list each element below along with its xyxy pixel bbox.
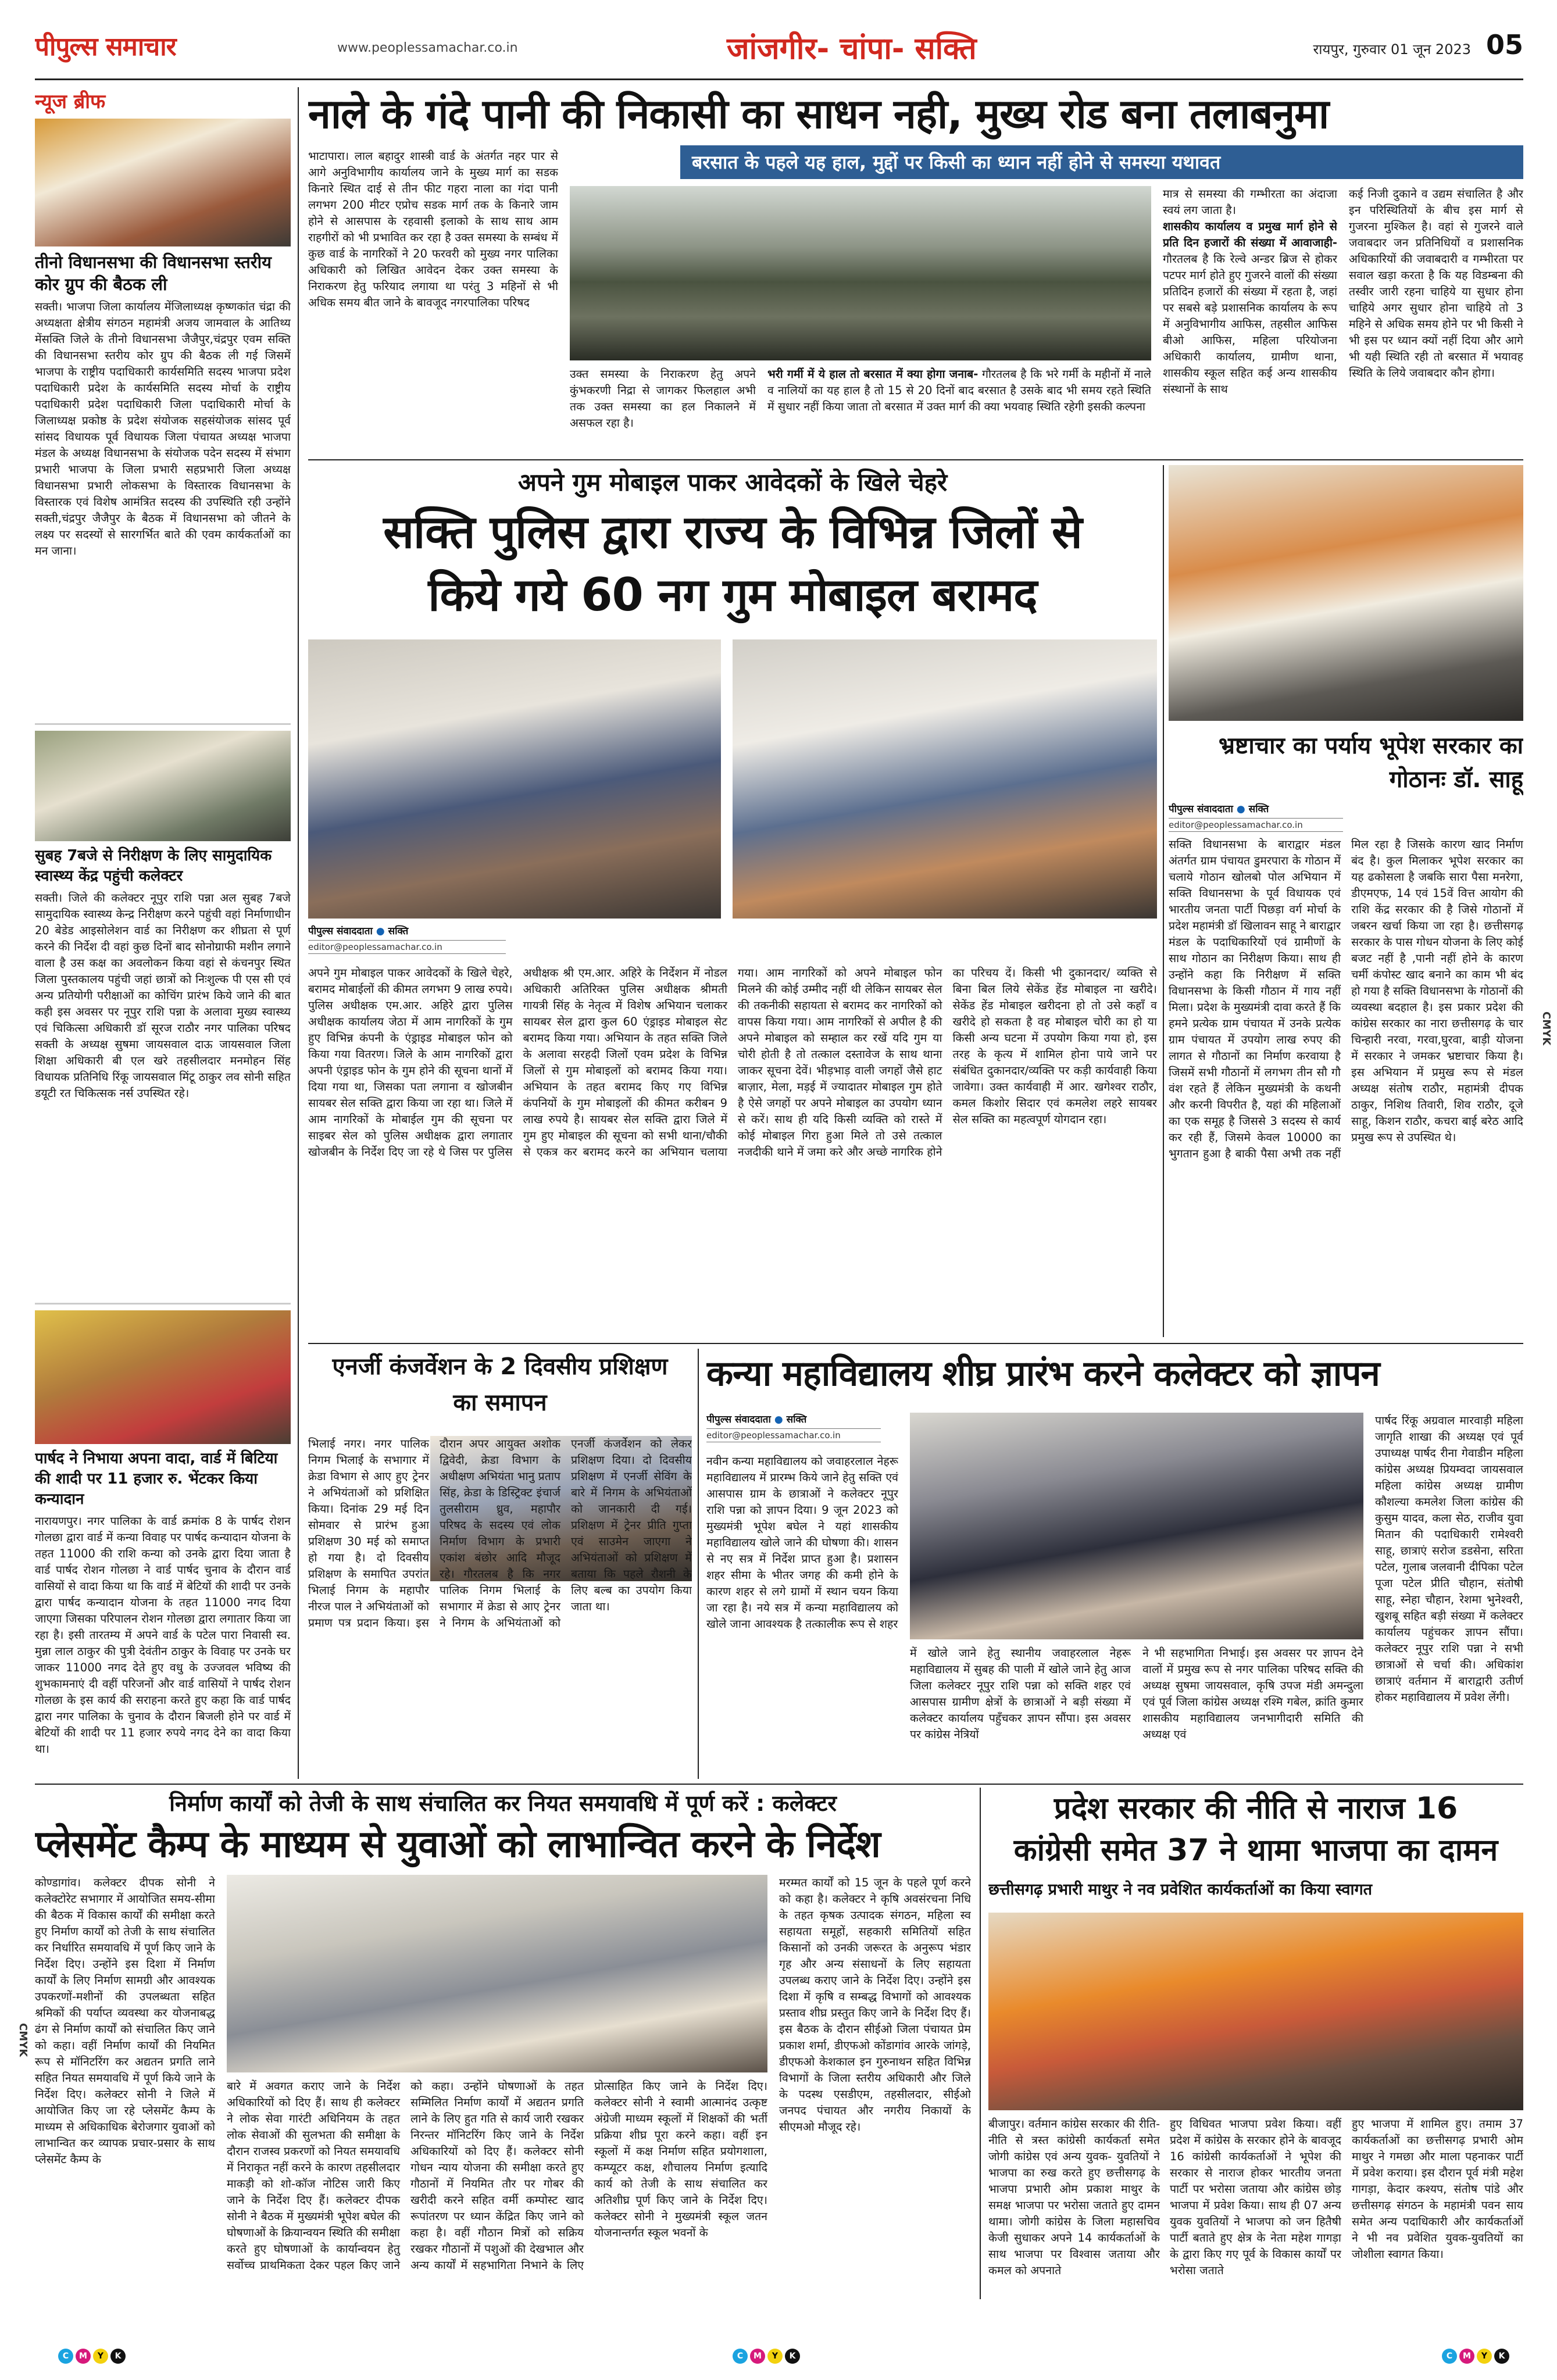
mobile-story-kicker: अपने गुम मोबाइल पाकर आवेदकों के खिले चेहरे	[517, 468, 948, 496]
footer-cmyk-right: C M Y K	[1442, 2349, 1523, 2372]
top-story-col-right-a: मात्र से समस्या की गम्भीरता का अंदाजा स्वयं लग जाता है। शासकीय कार्यालय व प्रमुख मार्ग होने से प्रति दिन हजारों की संख्या में आवाजाही- गौरतलब है कि रेल्वे अन्डर ब्रिज से होकर पटपर मार्ग होते हुए गुजरने वालों की संख्या प्रतिदिन हजारों की संख्या में रहता है, जहां पर सबसे बड़े प्रशासनिक कार्यालय के रूप में अनुविभागीय आफिस, तहसील आफिस बीओ आफिस, महिला परियोजना अधिकारी कार्यालय, ग्रामीण थाना, शासकीय स्कूल सहित कई अन्य शासकीय संस्थानों के साथ	[1163, 187, 1337, 396]
website-url: www.peoplessamachar.co.in	[337, 41, 518, 55]
energy-story	[308, 1349, 692, 1779]
brief-photo-1	[35, 119, 291, 246]
placement-kicker: निर्माण कार्यों को तेजी के साथ संचालित कर नियत समयावधि में पूर्ण करें : कलेक्टर	[169, 1791, 837, 1816]
mobile-story-body: अपने गुम मोबाइल पाकर आवेदकों के खिले चेहरे, बरामद मोबाईलों की कीमत लगभग 9 लाख रुपये। पुलिस अधीक्षक एम.आर. अहिरे द्वारा पुलिस अधीक्षक कार्यालय जेठा में आम नागरिकों के गुम हुए विभिन्न कंपनी के एंड्राइड मोबाइल फोन को किया गया वितरण। जिले के आम नागरिकों द्वारा अपनी एंड्राइड फोन के गुम होने की सूचना थानों में दिया गया था, जिसका पता लगाना व खोजबीन सायबर सेल सक्ति द्वारा किया जा रहा था। जिले में आम नागरिकों के मोबाईल गुम की सूचना पर साइबर सेल को पुलिस अधीक्षक द्वारा लगातार खोजबीन के निर्देश दिए जा रहे थे जिस पर पुलिस अधीक्षक श्री एम.आर. अहिरे के निर्देशन में नोडल अधिकारी अतिरिक्त पुलिस अधीक्षक श्रीमती गायत्री सिंह के नेतृत्व में विशेष अभियान चलाकर सायबर सेल द्वारा कुल 60 एंड्राइड मोबाइल सेट बरामद किया गया। अभियान के तहत सक्ति जिले के अलावा सरहदी जिलों एवम प्रदेश के विभिन्न जिलों से गुम मोबाइलों को बरामद किया गया। अभियान के तहत बरामद किए गए विभिन्न कंपनियों के गुम मोबाइलों की कीमत करीबन 9 लाख रुपये है। सायबर सेल सक्ति द्वारा जिले में गुम हुए मोबाइल की सूचना को सभी थाना/चौकी से एकत्र कर बरामद करने का अभियान चलाया गया। आम नागरिकों को अपने मोबाइल फोन मिलने की कोई उम्मीद नहीं थी लेकिन सायबर सेल की तकनीकी सहायता से बरामद कर नागरिकों को वापस किया गया। आम नागरिकों से अपील है की अपने मोबाइल को सम्हाल कर रखें यदि गुम या चोरी होती है तो तत्काल दस्तावेज के साथ थाना जाकर सूचना देवें। भीड़भाड़ वाली जगहों जैसे हाट बाज़ार, मेला, मड़ई में ज्यादातर मोबाइल गुम होते है ऐसे जगहों पर अपने मोबाइल का उपयोग ध्यान से करें। साथ ही यदि किसी व्यक्ति को रास्ते में कोई मोबाइल गिरा हुआ मिले तो उसे तत्काल नजदीकी थाने में जमा करे और अच्छे नागरिक होने का परिचय दें। किसी भी दुकानदार/ व्यक्ति से बिना बिल लिये सेकेंड हेंड मोबाइल ना खरीदे। सेकेंड हेंड मोबाइल खरीदना हो तो उसे कहाँ व खरीदे हो सकता है वह मोबाइल चोरी का हो या किसी अन्य घटना में उपयोग किया गया हो, इस तरह के कृत्य में शामिल होना पाये जाने पर संबंधित दुकानदार/व्यक्ति पर कड़ी कार्यवाही किया जावेगा। उक्त कार्यवाही में आर. खगेश्वर राठौर, कमल किशोर सिदार एवं कमलेश लहरे सायबर सेल सक्ति का महत्वपूर्ण योगदान रहा।	[308, 966, 1157, 1159]
placement-col-left: कोण्डागांव। कलेक्टर दीपक सोनी ने कलेक्टोरेट सभागार में आयोजित समय-सीमा की बैठक में विकास कार्यों की समीक्षा करते हुए निर्माण कार्यों को तेजी के साथ संचालित कर निर्धारित समयावधि में पूर्ण किए जाने के निर्देश दिए। उन्होंने इस दिशा में निर्माण कार्यों के लिए निर्माण सामग्री और आवश्यक उपकरणों-मशीनों की उपलब्धता सहित श्रमिकों की पर्याप्त व्यवस्था कर योजनाबद्ध ढंग से निर्माण कार्यों को संचालित किए जाने को कहा। वहीं निर्माण कार्यों की नियमित रूप से मॉनिटरिंग कर अद्यतन प्रगति लाने सहित नियत समयावधि में पूर्ण किये जाने के निर्देश दिए। कलेक्टर सोनी ने जिले में आयोजित किए जा रहे प्लेसमेंट कैम्प के माध्यम से अधिकाधिक बेरोजगार युवाओं को लाभान्वित कर व्यापक प्रचार-प्रसार के साथ प्लेसमेंट कैम्प के	[35, 1876, 215, 2166]
godhan-story: भ्रष्टाचार का पर्याय भूपेश सरकार का गोठानः डॉ. साहू पीपुल्स संवाददाता ● सक्ति editor@peoplessamachar.co.in सक्ति विधानसभा के बाराद्वार मंडल अंतर्गत ग्राम पंचायत डुमरपारा के गोठान में चलाये गोठान खोलबो पोल अभियान में सक्ति विधानसभा के पूर्व विधायक एवं भारतीय जनता पार्टी पिछड़ा वर्ग मोर्चा के प्रदेश महामंत्री डॉ खिलावन साहू ने बाराद्वार मंडल के पदाधिकारियों एवं ग्रामीणों के साथ गोठान का निरीक्षण किया। साथ ही उन्होंने कहा कि निरीक्षण में सक्ति विधानसभा के किसी गौठान में गाय नहीं मिला। प्रदेश के मुख्यमंत्री दावा करते हैं कि हमने प्रत्येक ग्राम पंचायत में उनके प्रत्येक ग्राम पंचायत में उपयोग लाख रुपए की लागत से गौठानों का निर्माण करवाया है जिसमें सभी गौठानों में लगभग तीन सौ गौ वंश रहते हैं लेकिन मुख्यमंत्री के कथनी और करनी विपरीत है, यहां की महिलाओं का एक समूह है जिससे 3 सदस्य से कार्य कर रही हैं, जिसमे केवल 10000 का भुगतान हुआ है बाकी पैसा अभी तक नहीं मिल रहा है जिसके कारण खाद निर्माण बंद है। कुल मिलाकर भूपेश सरकार का यह ढकोसला है जबकि सारा पैसा मनरेगा, डीएमएफ, 14 एवं 15वें वित्त आयोग की राशि केंद्र सरकार की है जिसे गोठानों में जबरन खर्चा किया जा रहा है। छत्तीसगढ़ सरकार के पास गोधन योजना के लिए कोई बजट नहीं है ,पानी नहीं होने के कारण चर्मी कंपोस्ट खाद बनाने का काम भी बंद हो गया है सक्ति विधानसभा के गोठानों की व्यवस्था बदहाल है। इस प्रकार प्रदेश की कांग्रेस सरकार का नारा छत्तीसगढ़ के चार चिन्हारी नरवा, गरवा,घुरवा, बाड़ी योजना में सरकार ने जमकर भ्रष्टाचार किया है। इस अभियान में प्रमुख रूप से मंडल अध्यक्ष संतोष राठौर, महामंत्री दीपक ठाकुर, निशिथ तिवारी, शिव राठौर, दूजे साहू, किशन राठौर, कचरा बाई बरेठ आदि प्रमुख रूप से उपस्थित थे।	[1169, 465, 1523, 1343]
godhan-body: सक्ति विधानसभा के बाराद्वार मंडल अंतर्गत ग्राम पंचायत डुमरपारा के गोठान में चलाये गोठान खोलबो पोल अभियान में सक्ति विधानसभा के पूर्व विधायक एवं भारतीय जनता पार्टी पिछड़ा वर्ग मोर्चा के प्रदेश महामंत्री डॉ खिलावन साहू ने बाराद्वार मंडल के पदाधिकारियों एवं ग्रामीणों के साथ गोठान का निरीक्षण किया। साथ ही उन्होंने कहा कि निरीक्षण में सक्ति विधानसभा के किसी गौठान में गाय नहीं मिला। प्रदेश के मुख्यमंत्री दावा करते हैं कि हमने प्रत्येक ग्राम पंचायत में उनके प्रत्येक ग्राम पंचायत में उपयोग लाख रुपए की लागत से गौठानों का निर्माण करवाया है जिसमें सभी गौठानों में लगभग तीन सौ गौ वंश रहते हैं लेकिन मुख्यमंत्री के कथनी और करनी विपरीत है, यहां की महिलाओं का एक समूह है जिससे 3 सदस्य से कार्य कर रही हैं, जिसमे केवल 10000 का भुगतान हुआ है बाकी पैसा अभी तक नहीं मिल रहा है जिसके कारण खाद निर्माण बंद है। कुल मिलाकर भूपेश सरकार का यह ढकोसला है जबकि सारा पैसा मनरेगा, डीएमएफ, 14 एवं 15वें वित्त आयोग की राशि केंद्र सरकार की है जिसे गोठानों में जबरन खर्चा किया जा रहा है। छत्तीसगढ़ सरकार के पास गोधन योजना के लिए कोई बजट नहीं है ,पानी नहीं होने के कारण चर्मी कंपोस्ट खाद बनाने का काम भी बंद हो गया है सक्ति विधानसभा के गोठानों की व्यवस्था बदहाल है। इस प्रकार प्रदेश की कांग्रेस सरकार का नारा छत्तीसगढ़ के चार चिन्हारी नरवा, गरवा,घुरवा, बाड़ी योजना में सरकार ने जमकर भ्रष्टाचार किया है। इस अभियान में प्रमुख रूप से मंडल अध्यक्ष संतोष राठौर, महामंत्री दीपक ठाकुर, निशिथ तिवारी, शिव राठौर, दूजे साहू, किशन राठौर, कचरा बाई बरेठ आदि प्रमुख रूप से उपस्थित थे।	[1169, 838, 1523, 1160]
mobile-story-headline-1: सक्ति पुलिस द्वारा राज्य के विभिन्न जिलों से	[383, 506, 1082, 559]
brief-photo-3	[35, 1310, 291, 1444]
college-story: कन्या महाविद्यालय शीघ्र प्रारंभ करने कलेक्टर को ज्ञापन पीपुल्स संवाददाता ● सक्ति editor@peoplessamachar.co.in नवीन कन्या महाविद्यालय को जवाहरलाल नेहरू महाविद्यालय में प्रारम्भ किये जाने हेतु सक्ति एवं आसपास ग्राम के छात्राओं ने कलेक्टर नूपुर राशि पन्ना को ज्ञापन दिया। 9 जून 2023 को मुख्यमंत्री भूपेश बघेल ने यहां शासकीय महाविद्यालय खोले जाने की घोषणा की। शासन से नए सत्र में निर्देश प्राप्त हुआ है। प्रशासन शहर सीमा के भीतर जगह की कमी होने के कारण शहर से लगे ग्रामों में स्थान चयन किया जा रहा है। नये सत्र में कन्या महाविद्यालय को खोले जाना आवश्यक है तत्कालीक रूप से शहर में खोले जाने हेतु स्थानीय जवाहरलाल नेहरू महाविद्यालय में सुबह की पाली में खोले जाने हेतु आज जिला कलेक्टर नूपुर राशि पन्ना को सक्ति शहर एवं आसपास ग्रामीण क्षेत्रों के छात्राओं ने बड़ी संख्या में कलेक्टर कार्यालय पहुँचकर ज्ञापन सौंपा। इस अवसर पर कांग्रेस नेत्रियों ने भी सहभागिता निभाई। इस अवसर पर ज्ञापन देने वालों में प्रमुख रूप से नगर पालिका परिषद सक्ति की अध्यक्ष सुषमा जायसवाल, कृषि उपज मंडी अमन्दुला एवं पूर्व जिला कांग्रेस अध्यक्ष रश्मि गबेल, क्रांति कुमार शासकीय महाविद्यालय जनभागीदारी समिति की अध्यक्ष एवं पार्षद रिंकू अग्रवाल मारवाड़ी महिला जागृति शाखा की अध्यक्ष एवं पूर्व उपाध्यक्ष पार्षद रीना गेवाडीन महिला कांग्रेस अध्यक्ष प्रियम्वदा जायसवाल महिला कांग्रेस अध्यक्ष ग्रामीण कौशल्या कमलेश जिला कांग्रेस की कुसुम यादव, कला सेठ, राजीव युवा मितान की पदाधिकारी रामेश्वरी साहू, छात्राएं सरोज डडसेना, सरिता पटेल, गुलाब जलवानी दीपिका पटेल पूजा पटेल प्रीति चौहान, संतोषी साहू, स्नेहा चौहान, रेशमा भुनेश्वरी, खुशबू सहित बड़ी संख्या में कलेक्टर कार्यालय पहुंचकर ज्ञापन सौंपा। कलेक्टर नूपुर राशि पन्ना ने सभी छात्राओं से चर्चा की। अधिकांश छात्राएं वर्तमान में बाराद्वारी उतीर्ण होकर महाविद्यालय में प्रवेश लेंगी।	[706, 1349, 1523, 1779]
mobile-photo-2	[733, 639, 1157, 919]
top-story-below-photo-2: भरी गर्मी में ये हाल तो बरसात में क्या होगा जनाब- गौरतलब है कि भरे गर्मी के महीनों में नाले व नालियों का यह हाल है तो 15 से 20 दिनों बाद बरसात है उसके बाद भी समय रहते स्थिति में सुधार नहीं किया जाता तो बरसात में उक्त मार्ग की क्या भयवाह स्थिति रहेगी इसकी कल्पना	[767, 367, 1151, 413]
left-column-divider	[298, 87, 299, 1779]
placement-photo	[227, 1875, 767, 2072]
bjp-col2: हुए विधिवत भाजपा प्रवेश किया। वहीं प्रदेश में कांग्रेस के सरकार होने के बावजूद 16 कांग्रेसी कार्यकर्ताओं ने भूपेश की सरकार से नाराज होकर भारतीय जनता पार्टी पर भरोसा जताया और कांग्रेस छोड़ भाजपा में प्रवेश किया। साथ ही 07 अन्य युवक युवतियों ने भाजपा को जन हितैषी पार्टी बताते हुए क्षेत्र के नेता महेश गागड़ा के द्वारा किए गए पूर्व के विकास कार्यों पर भरोसा जताते	[1170, 2117, 1341, 2277]
top-story-deck: बरसात के पहले यह हाल, मुद्दों पर किसी का ध्यान नहीं होने से समस्या यथावत	[680, 145, 1523, 179]
masthead-rule	[35, 78, 1523, 80]
cmyk-side-right: CMYK	[1540, 1012, 1552, 1046]
mobile-photo-1	[308, 639, 721, 919]
paper-logo: पीपुल्स समाचार	[35, 32, 176, 62]
brief-headline-1: तीनो विधानसभा की विधानसभा स्तरीय कोर ग्रुप की बैठक ली	[35, 252, 272, 294]
dateline: रायपुर, गुरुवार 01 जून 2023	[1313, 41, 1471, 58]
brief-headline-3: पार्षद ने निभाया अपना वादा, वार्ड में बिटिया की शादी पर 11 हजार रु. भेंटकर किया कन्यादान	[35, 1450, 278, 1508]
section-title: जांजगीर- चांपा- सक्ति	[727, 31, 977, 66]
college-col3: ने भी सहभागिता निभाई। इस अवसर पर ज्ञापन देने वालों में प्रमुख रूप से नगर पालिका परिषद सक्ति की अध्यक्ष सुषमा जायसवाल, कृषि उपज मंडी अमन्दुला एवं पूर्व जिला कांग्रेस अध्यक्ष रश्मि गबेल, क्रांति कुमार शासकीय महाविद्यालय जनभागीदारी समिति की अध्यक्ष एवं	[1142, 1646, 1363, 1741]
godhan-divider	[1163, 465, 1164, 1337]
brief-headline-2: सुबह 7बजे से निरीक्षण के लिए सामुदायिक स्वास्थ्य केंद्र पहुंची कलेक्टर	[35, 847, 272, 885]
godhan-headline: भ्रष्टाचार का पर्याय भूपेश सरकार का गोठानः डॉ. साहू	[1218, 732, 1523, 793]
top-story-col-right-b: कई निजी दुकाने व उद्यम संचालित है और इन परिस्थितियों के बीच इस मार्ग से गुजरना मुश्किल है। वहां से गुजरने वाले जवाबदार जन प्रतिनिधियों व प्रशासनिक अधिकारियों की जवाबदारी व गम्भीरता पर सवाल खड़ा करता है कि यह विडम्बना की तस्वीर जारी रहना चाहिये या सुधार होना चाहिये अगर सुधार होना चाहिये तो 3 महिने से अधिक समय होने पर भी किसी ने भी इस पर ध्यान क्यों नहीं दिया और आगे भी यही स्थिति रही तो बरसात में भयावह स्थिति के लिये जवाबदार कौन होगा।	[1349, 187, 1523, 380]
placement-headline: प्लेसमेंट कैम्प के माध्यम से युवाओं को लाभान्वित करने के निर्देश	[35, 1823, 880, 1866]
news-brief-label: न्यूज ब्रीफ	[35, 90, 106, 113]
top-story-col1: भाटापारा। लाल बहादुर शास्त्री वार्ड के अंतर्गत नहर पार से आगे अनुविभागीय कार्यालय जाने के मुख्य मार्ग का सडक किनारे स्थित दाई से तीन फीट गहरा नाला का गंदा पानी लगभग 200 मीटर एप्रोच सडक मार्ग तक के किनारे जाम होने से आसपास के रहवासी इलाको के साथ साथ आम राहगीरों को भी प्रभावित कर रहा है उक्त समस्या के सम्बंध में कुछ वार्ड के नागरिकों ने 20 फरवरी को मुख्य नगर पालिका अधिकारी को लिखित आवेदन देकर उक्त समस्या के निराकरण हेतु फरियाद लगाया था परंतु 3 महिनों से भी अधिक समय बीत जाने के बावजूद नगरपालिका परिषद	[308, 149, 558, 309]
bjp-photo	[988, 1913, 1523, 2110]
mobile-story	[308, 465, 1157, 1343]
placement-story	[35, 1788, 971, 2299]
energy-headline: एनर्जी कंजर्वेशन के 2 दिवसीय प्रशिक्षण का समापन	[332, 1353, 668, 1416]
footer-cmyk-center: C M Y K	[733, 2349, 814, 2372]
lower-rule	[35, 1784, 1523, 1785]
placement-col-mid: बारे में अवगत कराए जाने के निर्देश अधिकारियों को दिए हैं। साथ ही कलेक्टर ने लोक सेवा गारंटी अधिनियम के तहत लोक सेवाओं की सुलभता की समीक्षा के दौरान राजस्व प्रकरणों को नियत समयावधि में निराकृत नहीं करने के कारण तहसीलदार माकड़ी को शो-कॉज नोटिस जारी किए जाने के निर्देश दिए हैं। कलेक्टर दीपक सोनी ने बैठक में मुख्यमंत्री भूपेश बघेल की घोषणाओं के क्रियान्वयन स्थिति की समीक्षा करते हुए घोषणाओं के कार्यान्वयन हेतु सर्वोच्च प्राथमिकता देकर पहल किए जाने को कहा। उन्होंने घोषणाओं के तहत सम्मिलित निर्माण कार्यों में अद्यतन प्रगति लाने के लिए हुत गति से कार्य जारी रखकर निरन्तर मॉनिटरिंग किए जाने के निर्देश अधिकारियों को दिए हैं। कलेक्टर सोनी गोधन न्याय योजना की समीक्षा करते हुए गौठानों में नियमित तौर पर गोबर की खरीदी करने सहित वर्मी कम्पोस्ट खाद रूपांतरण पर ध्यान केंद्रित किए जाने को कहा है। वहीं गौठान मित्रों को सक्रिय रखकर गौठानों में पशुओं की देखभाल और अन्य कार्यों में सहभागिता निभाने के लिए प्रोत्साहित किए जाने के निर्देश दिए। कलेक्टर सोनी ने स्वामी आत्मानंद उत्कृष्ट अंग्रेजी माध्यम स्कूलों में शिक्षकों की भर्ती प्रक्रिया शीघ्र पूरा करने कहा। वहीं इन स्कूलों में कक्ष निर्माण सहित प्रयोगशाला, कम्प्यूटर कक्ष, शौचालय निर्माण इत्यादि कार्य को तेजी के साथ संचालित कर अतिशीघ्र पूर्ण किए जाने के निर्देश दिए। कलेक्टर सोनी ने मुख्यमंत्री स्कूल जतन योजनान्तर्गत स्कूल भवनों के	[227, 2079, 767, 2272]
bjp-headline-1: प्रदेश सरकार की नीति से नाराज 16	[1054, 1791, 1458, 1826]
brief-body-1: सक्ती। भाजपा जिला कार्यालय मेंजिलाध्यक्ष कृष्णकांत चंद्रा की अध्यक्षता क्षेत्रीय संगठन महामंत्री अजय जामवाल के आतिथ्य मेंसक्ति जिले के तीनो विधानसभा जैजैपुर,चंद्रपुर एवम सक्ति की विधानसभा स्तरीय कोर ग्रुप की बैठक ली गई जिसमें भाजपा के राष्ट्रीय पदाधिकारी कार्यसमिति सदस्य भाजपा प्रदेश पदाधिकारी प्रदेश के कार्यसमिति सदस्य मोर्चा के राष्ट्रीय पदाधिकारी प्रदेश पदाधिकारी जिला पदाधिकारी मोर्चा के जिलाध्यक्ष प्रकोष्ठ के प्रदेश संयोजक सहसंयोजक सांसद पूर्व सांसद विधायक पूर्व विधायक जिला पंचायत अध्यक्ष भाजपा मंडल के अध्यक्ष विधानसभा के संयोजक पदेन सदस्य में संभाग प्रभारी भाजपा के जिला प्रभारी सहप्रभारी जिला अध्यक्ष विधानसभा प्रभारी लोकसभा के विस्तारक विधानसभा के विस्तारक एवं विशेष आमंत्रित सदस्य की उपस्थिति रही उन्होंने सक्ती,चंद्रपुर जैजैपुर के बैठक में विधानसभा को जीतने के लक्ष्य पर सदस्यों से सारगर्भित बाते की एवम कार्यकर्ताओं का मन जाना।	[35, 300, 291, 558]
brief-photo-2	[35, 731, 291, 841]
top-story-below-photo: उक्त समस्या के निराकरण हेतु अपने कुंभकरणी निद्रा से जागकर फिलहाल अभी तक उक्त समस्या का हल निकालने में असफल रहा है।	[570, 367, 756, 430]
mobile-byline-box: पीपुल्स संवाददाता ● सक्ति editor@peoplessamachar.co.in	[308, 924, 506, 959]
college-photo	[910, 1413, 1363, 1639]
college-headline: कन्या महाविद्यालय शीघ्र प्रारंभ करने कलेक्टर को ज्ञापन	[706, 1353, 1380, 1394]
college-col4: पार्षद रिंकू अग्रवाल मारवाड़ी महिला जागृति शाखा की अध्यक्ष एवं पूर्व उपाध्यक्ष पार्षद रीना गेवाडीन महिला कांग्रेस अध्यक्ष प्रियम्वदा जायसवाल महिला कांग्रेस अध्यक्ष ग्रामीण कौशल्या कमलेश जिला कांग्रेस की कुसुम यादव, कला सेठ, राजीव युवा मितान की पदाधिकारी रामेश्वरी साहू, छात्राएं सरोज डडसेना, सरिता पटेल, गुलाब जलवानी दीपिका पटेल पूजा पटेल प्रीति चौहान, संतोषी साहू, स्नेहा चौहान, रेशमा भुनेश्वरी, खुशबू सहित बड़ी संख्या में कलेक्टर कार्यालय पहुंचकर ज्ञापन सौंपा। कलेक्टर नूपुर राशि पन्ना ने सभी छात्राओं से चर्चा की। अधिकांश छात्राएं वर्तमान में बाराद्वारी उतीर्ण होकर महाविद्यालय में प्रवेश लेंगी।	[1375, 1414, 1523, 1704]
college-col2: में खोले जाने हेतु स्थानीय जवाहरलाल नेहरू महाविद्यालय में सुबह की पाली में खोले जाने हेतु आज जिला कलेक्टर नूपुर राशि पन्ना को सक्ति शहर एवं आसपास ग्रामीण क्षेत्रों के छात्राओं ने बड़ी संख्या में कलेक्टर कार्यालय पहुँचकर ज्ञापन सौंपा। इस अवसर पर कांग्रेस नेत्रियों	[910, 1646, 1131, 1741]
bjp-story	[988, 1788, 1523, 2299]
bjp-col3: हुए भाजपा में शामिल हुए। तमाम 37 कार्यकर्ताओं का छत्तीसगढ़ प्रभारी ओम माथुर ने गमछा और माला पहनाकर पार्टी में प्रवेश कराया। इस दौरान पूर्व मंत्री महेश गागड़ा, केदार कश्यप, संतोष पांडे और छत्तीसगढ़ संगठन के महामंत्री पवन साय समेत अन्य पदाधिकारी और कार्यकर्ताओं ने भी नव प्रवेशित युवक-युवतियों का जोशीला स्वागत किया।	[1352, 2117, 1523, 2261]
top-story-photo	[570, 186, 1151, 360]
mobile-story-headline-2: किये गये 60 नग गुम मोबाइल बरामद	[428, 569, 1037, 621]
masthead	[35, 23, 1523, 77]
mid-rule	[308, 1343, 1523, 1344]
footer-cmyk-left: C M Y K	[58, 2349, 140, 2372]
college-col1: नवीन कन्या महाविद्यालय को जवाहरलाल नेहरू महाविद्यालय में प्रारम्भ किये जाने हेतु सक्ति एवं आसपास ग्राम के छात्राओं ने कलेक्टर नूपुर राशि पन्ना को ज्ञापन दिया। 9 जून 2023 को मुख्यमंत्री भूपेश बघेल ने यहां शासकीय महाविद्यालय खोले जाने की घोषणा की। शासन से नए सत्र में निर्देश प्राप्त हुआ है। प्रशासन शहर सीमा के भीतर जगह की कमी होने के कारण शहर से लगे ग्रामों में स्थान चयन किया जा रहा है। नये सत्र में कन्या महाविद्यालय को खोले जाना आवश्यक है तत्कालीक रूप से शहर	[706, 1455, 898, 1631]
cmyk-side-left: CMYK	[17, 2023, 29, 2057]
godhan-photo	[1169, 465, 1523, 721]
bjp-col1: बीजापुर। वर्तमान कांग्रेस सरकार की रीति- नीति से त्रस्त कांग्रेसी कार्यकर्ता समेत जोगी कांग्रेस एवं अन्य युवक- युवतियों ने भाजपा का रुख करते हुए छत्तीसगढ़ के भाजपा प्रभारी ओम प्रकाश माथुर के समक्ष भाजपा पर भरोसा जताते हुए दामन थामा। जोगी कांग्रेस के जिला महासचिव केजी सुधाकर अपने 14 कार्यकर्ताओं के साथ भाजपा पर विश्वास जताया और कमल को अपनाते	[988, 2117, 1160, 2277]
top-story	[308, 87, 1523, 453]
energy-body: भिलाई नगर। नगर पालिक निगम भिलाई के सभागार में क्रेडा विभाग से आए हुए ट्रेनर ने अभियंताओं को प्रशिक्षित किया। दिनांक 29 मई दिन सोमवार से प्रारंभ हुआ प्रशिक्षण 30 मई को समाप्त हो गया है। दो दिवसीय प्रशिक्षण के समापित उपरांत भिलाई निगम के महापौर नीरज पाल ने अभियंताओं को प्रमाण पत्र प्रदान किया। इस दौरान अपर आयुक्त अशोक द्विवेदी, क्रेडा विभाग के अधीक्षण अभियंता भानु प्रताप सिंह, क्रेडा के डिस्ट्रिक्ट इंचार्ज तुलसीराम ध्रुव, महापौर परिषद के सदस्य एवं लोक निर्माण विभाग के प्रभारी एकांश बंछोर आदि मौजूद रहे। गौरतलब है कि नगर पालिक निगम भिलाई के सभागार में क्रेडा से आए ट्रेनर ने निगम के अभियंताओं को एनर्जी कंजर्वेशन को लेकर प्रशिक्षण दिया। दो दिवसीय प्रशिक्षण में एनर्जी सेविंग के बारे में निगम के अभियंताओं को जानकारी दी गई। प्रशिक्षण में ट्रेनर प्रीति गुप्ता एवं साउमेन जाएगा ने अभियंताओं को प्रशिक्षण में बताया कि पहले रौशनी के लिए बल्ब का उपयोग किया जाता था।	[308, 1437, 692, 1629]
placement-divider	[980, 1788, 981, 2299]
top-story-headline: नाले के गंदे पानी की निकासी का साधन नही, मुख्य रोड बना तलाबनुमा	[308, 90, 1329, 138]
page-number: 05	[1485, 29, 1523, 60]
brief-body-3: नारायणपुर। नगर पालिका के वार्ड क्रमांक 8 के पार्षद रोशन गोलछा द्वारा वार्ड में कन्या विवाह पर पार्षद कन्यादान योजना के तहत 11000 की राशि कन्या को उनके द्वारा दिया जाता है वार्ड पार्षद रोशन गोलछा ने वार्ड पार्षद चुनाव के दौरान वार्ड वासियों से वादा किया था कि वार्ड में बेटियों की शादी पर उनके द्वारा पार्षद कन्यादान योजना के तहत 11000 नगद दिया जाएगा जिसका परिपालन रोशन गोलछा द्वारा लगातार किया जा रहा है। इसी तारतम्य में अपने वार्ड के पटेल पारा निवासी स्व. मुन्ना लाल ठाकुर की पुत्री देवंतीन ठाकुर के विवाह पर उनके घर जाकर 11000 नगद देते हुए वधु के उज्जवल भविष्य की शुभकामनाएं दी वहीं परिजनों और वार्ड वासियों ने पार्षद रोशन गोलछा के इस कार्य की सराहना करते हुए कहा कि वार्ड पार्षद द्वारा नगर पालिका के चुनाव के दौरान बिजली होने पर वार्ड में बेटियों की शादी पर 11 हजार रुपये नगद देने का वादा किया था।	[35, 1514, 291, 1756]
bjp-deck: छत्तीसगढ़ प्रभारी माथुर ने नव प्रवेशित कार्यकर्ताओं का किया स्वागत	[988, 1881, 1373, 1899]
brief-body-2: सक्ती। जिले की कलेक्टर नूपुर राशि पन्ना अल सुबह 7बजे सामुदायिक स्वास्थ्य केन्द्र निरीक्षण करने पहुंची वहां निर्माणाधीन 20 बेडेड आइसोलेशन वार्ड का निरीक्षण कर शीघ्रता से पूर्ण करने की निर्देश दी वहां कुछ दिनों बाद सोनोग्राफी मशीन लगाने वाला है उस कक्ष का अवलोकन किया वहां से कंचनपुर स्थित जिला पुस्तकालय पहुंची जहां छात्रों को निःशुल्क पी एस सी एवं अन्य प्रतियोगी परीक्षाओं का कोचिंग प्रारंभ किये जाने की बात कही इस अवसर पर नूपुर राशि पन्ना के अलावा मुख्य स्वास्थ्य एवं चिकित्सा अधिकारी डॉ सूरज राठौर नगर पालिका परिषद सक्ती के अध्यक्ष सुषमा जायसवाल दाऊ जायसवाल जिला शिक्षा अधिकारी बी एल खरे तहसीलदार मनमोहन सिंह विधायक प्रतिनिधि रिंकू जायसवाल मिंटू ठाकुर लव सोनी सहित डयूटी रत चिकित्सक नर्स उपस्थित रहे।	[35, 891, 291, 1100]
energy-divider	[698, 1349, 699, 1779]
bjp-headline-2: कांग्रेसी समेत 37 ने थामा भाजपा का दामन	[1013, 1833, 1498, 1868]
top-story-rule	[308, 459, 1523, 460]
placement-col-right: मरम्मत कार्यों को 15 जून के पहले पूर्ण करने को कहा है। कलेक्टर ने कृषि अवसंरचना निधि के तहत कृषक उत्पादक संगठन, महिला स्व सहायता समूहों, सहकारी समितियों सहित किसानों को उनकी जरूरत के अनुरूप भंडार गृह और अन्य संसाधनों के लिए सहायता उपलब्ध कराए जाने के निर्देश दिए। उन्होंने इस दिशा में कृषि व सम्बद्ध विभागों को आवश्यक प्रस्ताव शीघ्र प्रस्तुत किए जाने के निर्देश दिए हैं। इस बैठक के दौरान सीईओ जिला पंचायत प्रेम प्रकाश शर्मा, डीएफओ कोंडागांव आरके जांगड़े, डीएफओ केशकाल इन गुरुनाथन सहित विभिन्न विभागों के जिला स्तरीय अधिकारी और जिले के पदस्थ एसडीएम, तहसीलदार, सीईओ जनपद पंचायत और नगरीय निकायों के सीएमओ मौजूद रहे।	[779, 1876, 971, 2134]
